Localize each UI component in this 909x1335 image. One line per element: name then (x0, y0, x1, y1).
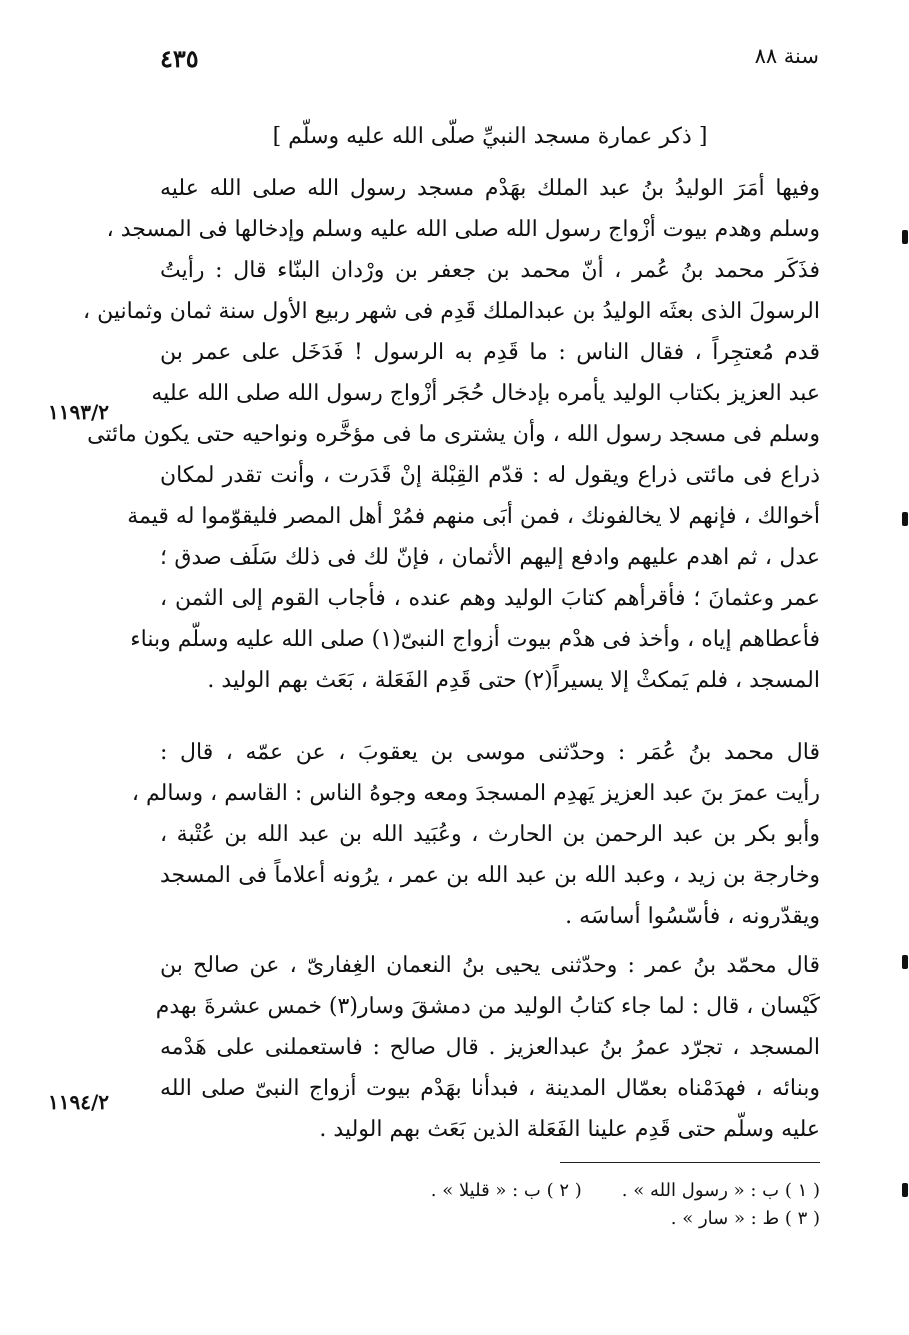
margin-mark (902, 955, 908, 969)
margin-reference: ١١٩٤/٢ (48, 1090, 110, 1114)
margin-mark (902, 512, 908, 526)
margin-mark (902, 1183, 908, 1197)
footnote-line (300, 1180, 820, 1201)
text-line: الرسولَ الذى بعثَه الوليدُ بن عبدالملك قَدِم فى شهر ربيع الأول سنة ثمان وثمانين ، (83, 299, 820, 324)
page-number: ٤٣٥ (160, 44, 199, 73)
text-line: فذَكَر محمد بنُ عُمر ، أنّ محمد بن جعفر بن ورْدان البنّاء قال : رأيتُ (160, 258, 820, 283)
footnote-line (300, 1208, 820, 1229)
text-line: عدل ، ثم اهدم عليهم وادفع إليهم الأثمان ، فإنّ لك فى ذلك سَلَف صدق ؛ (160, 545, 820, 570)
text-line: المسجد ، تجرّد عمرُ بنُ عبدالعزيز . قال صالح : فاستعملنى على هَدْمه (160, 1035, 820, 1060)
text-line: وسلم وهدم بيوت أزْواج رسول الله صلى الله عليه وسلم وإدخالها فى المسجد ، (106, 217, 820, 242)
text-line: وأبو بكر بن عبد الرحمن بن الحارث ، وعُبَيد الله بن عبد الله بن عُتْبة ، (160, 822, 820, 847)
text-line: وبنائه ، فهدَمْناه بعمّال المدينة ، فبدأنا بهَدْم بيوت أزواج النبىّ صلى الله (160, 1076, 820, 1101)
footnote-divider (560, 1162, 820, 1163)
year-label: سنة ٨٨ (754, 44, 819, 68)
text-line: رأيت عمرَ بنَ عبد العزيز يَهدِم المسجدَ ومعه وجوهُ الناس : القاسم ، وسالم ، (131, 781, 820, 806)
text-line: ذراع فى مائتى ذراع ويقول له : قدّم القِبْلة إنْ قَدَرت ، وأنت تقدر لمكان (160, 463, 820, 488)
footnote-2: ( ٢ ) ب : « قليلا » . (430, 1180, 582, 1201)
paragraph-1 (83, 168, 820, 701)
text-line: قدم مُعتجِراً ، فقال الناس : ما قَدِم به الرسول ! فَدَخَل على عمر بن (160, 340, 820, 365)
footnote-1: ( ١ ) ب : « رسول الله » . (621, 1180, 820, 1201)
text-line: قال محمد بنُ عُمَر : وحدّثنى موسى بن يعقوبَ ، عن عمّه ، قال : (160, 740, 820, 765)
text-line: ويقدّرونه ، فأسّسُوا أساسَه . (565, 904, 820, 929)
text-line: وسلم فى مسجد رسول الله ، وأن يشترى ما فى مؤخَّره ونواحيه حتى يكون مائتى (87, 422, 820, 447)
text-line: قال محمّد بنُ عمر : وحدّثنى يحيى بنُ النعمان الغِفارىّ ، عن صالح بن (160, 953, 820, 978)
margin-reference: ١١٩٣/٢ (48, 400, 110, 424)
paragraph-2 (131, 732, 820, 937)
text-line: عليه وسلّم حتى قَدِم علينا الفَعَلة الذين بَعَث بهم الوليد . (319, 1117, 820, 1142)
text-line: عمر وعثمانَ ؛ فأقرأهم كتابَ الوليد وهم عنده ، فأجاب القوم إلى الثمن ، (160, 586, 820, 611)
text-line: كَيْسان ، قال : لما جاء كتابُ الوليد من دمشقَ وسار(٣) خمس عشرةَ بهدم (155, 994, 820, 1019)
margin-mark (902, 230, 908, 244)
text-line: المسجد ، فلم يَمكثْ إلا يسيراً(٢) حتى قَدِم الفَعَلة ، بَعَث بهم الوليد . (207, 668, 820, 693)
text-line: فأعطاهم إياه ، وأخذ فى هدْم بيوت أزواج النبىّ(١) صلى الله عليه وسلّم وبناء (130, 627, 820, 652)
section-heading: [ ذكر عمارة مسجد النبيِّ صلّى الله عليه وسلّم ] (272, 124, 708, 149)
text-line: وفيها أمَرَ الوليدُ بنُ عبد الملك بهَدْم مسجد رسول الله صلى الله عليه (160, 176, 820, 201)
text-line: أخوالك ، فإنهم لا يخالفونك ، فمن أبَى منهم فمُرْ أهل المصر فليقوّموا له قيمة (127, 504, 820, 529)
paragraph-3 (155, 945, 820, 1150)
text-line: وخارجة بن زيد ، وعبد الله بن عبد الله بن عمر ، يرُونه أعلاماً فى المسجد (160, 863, 820, 888)
text-line: عبد العزيز بكتاب الوليد يأمره بإدخال حُجَر أزْواج رسول الله صلى الله عليه (151, 381, 820, 406)
footnote-3: ( ٣ ) ط : « سار » . (670, 1208, 820, 1229)
